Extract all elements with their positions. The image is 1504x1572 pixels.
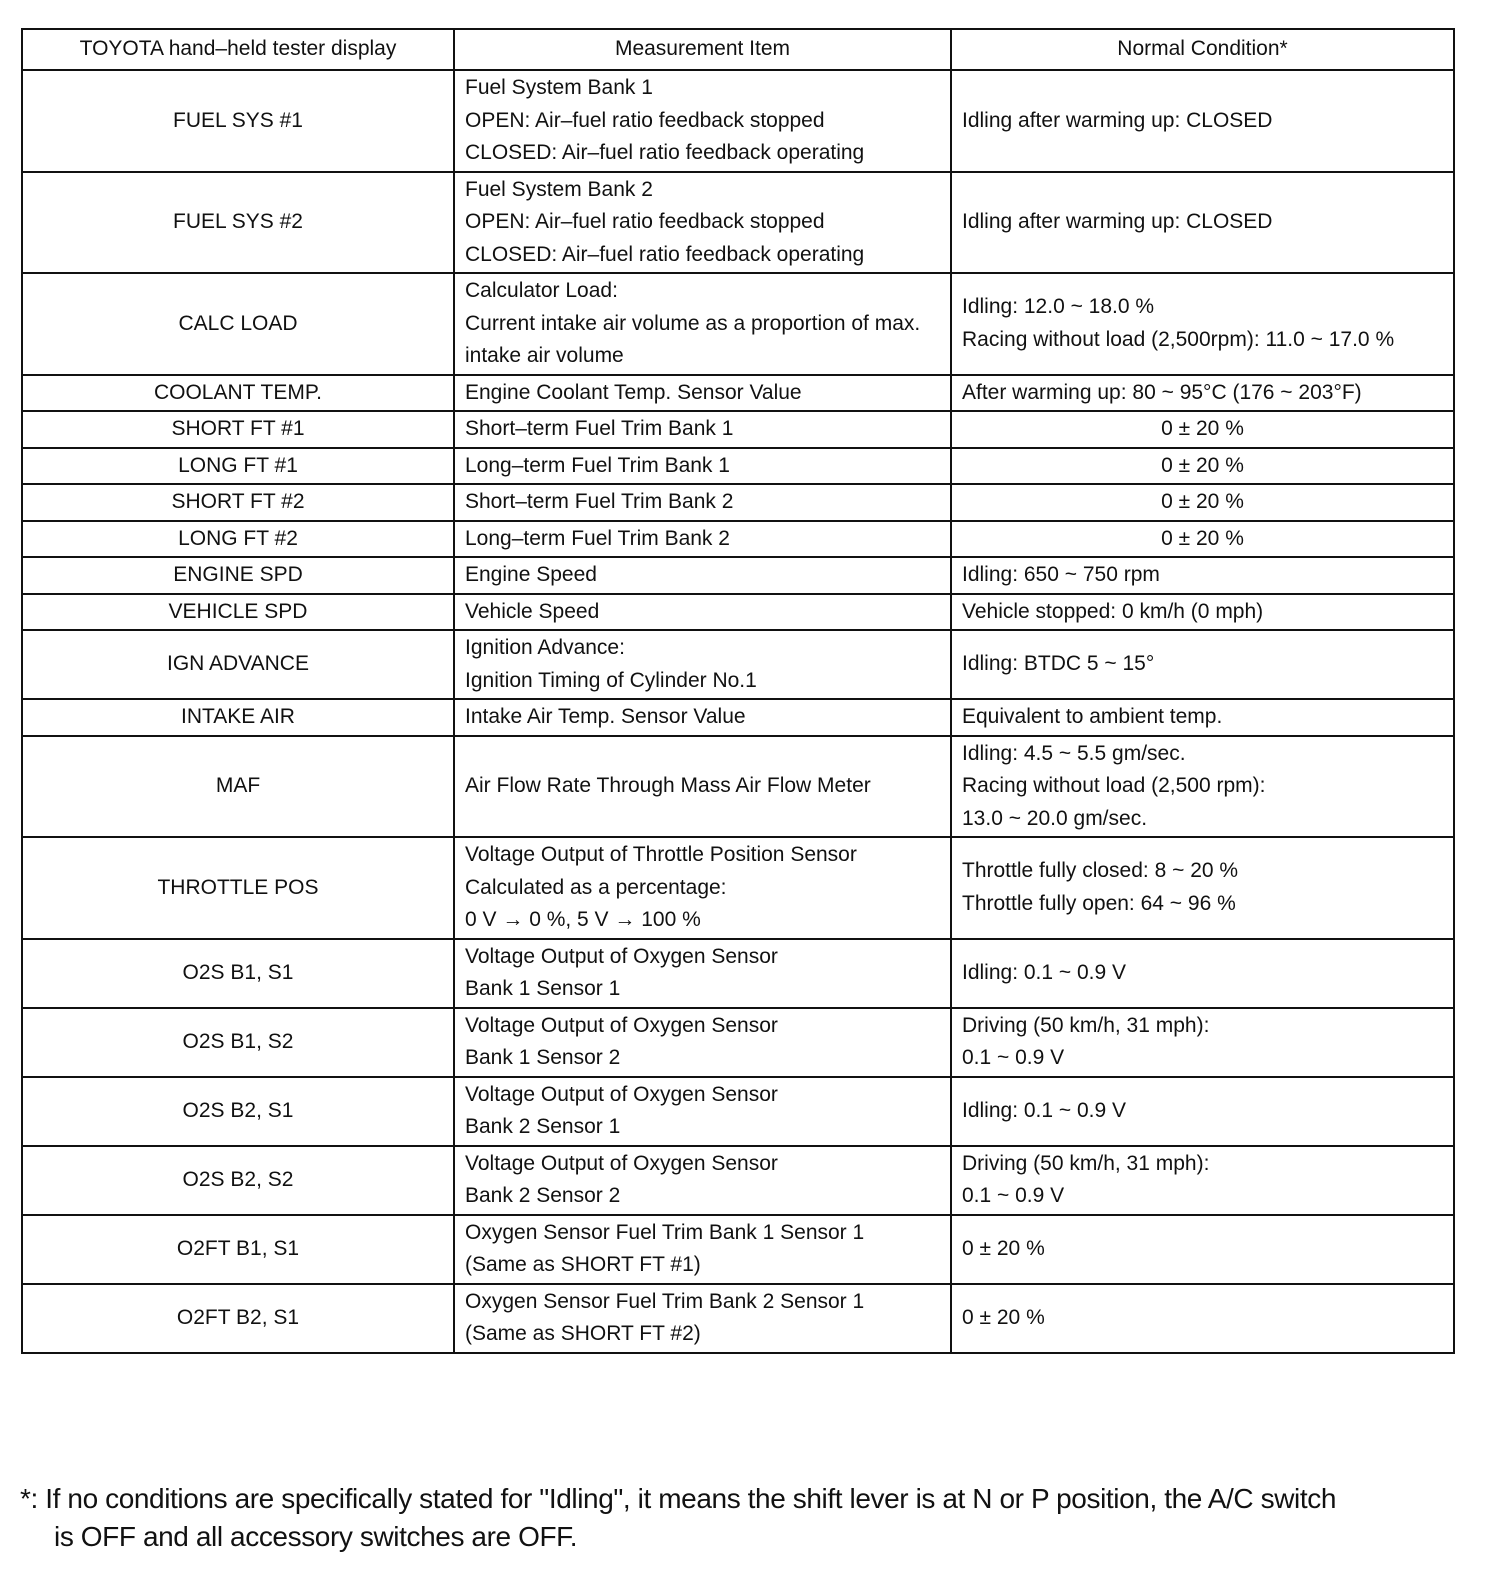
normal-condition-line: Idling after warming up: CLOSED xyxy=(962,210,1273,233)
normal-condition-cell xyxy=(951,1077,1454,1146)
table-row xyxy=(22,699,1454,736)
normal-condition-line: Idling after warming up: CLOSED xyxy=(962,108,1273,132)
measurement-item-line: Engine Coolant Temp. Sensor Value xyxy=(465,380,802,404)
measurement-item-line: Voltage Output of Oxygen Sensor xyxy=(465,1151,778,1175)
measurement-item-cell xyxy=(454,630,951,699)
table-row xyxy=(22,273,1454,375)
normal-condition-cell xyxy=(951,736,1454,838)
normal-condition-line: 0 ± 20 % xyxy=(962,1305,1045,1329)
measurement-item-cell xyxy=(454,521,951,558)
footnote-line-2: is OFF and all accessory switches are OFF. xyxy=(54,1521,578,1552)
measurement-item-line: intake air volume xyxy=(465,344,624,367)
normal-condition-cell xyxy=(951,1284,1454,1353)
measurement-item-line: Voltage Output of Oxygen Sensor xyxy=(465,944,778,968)
normal-condition-line: 0 ± 20 % xyxy=(1161,526,1244,550)
measurement-item-line: Voltage Output of Oxygen Sensor xyxy=(465,1013,778,1037)
measurement-item-cell xyxy=(454,1146,951,1215)
measurement-item-line: Long–term Fuel Trim Bank 2 xyxy=(465,526,730,550)
header-normal-condition: Normal Condition* xyxy=(951,29,1454,70)
tester-display-cell: SHORT FT #1 xyxy=(22,411,454,448)
table-row xyxy=(22,630,1454,699)
measurement-item-line: Oxygen Sensor Fuel Trim Bank 1 Sensor 1 xyxy=(465,1220,865,1244)
tester-display-cell: ENGINE SPD xyxy=(22,557,454,594)
measurement-item-line: Short–term Fuel Trim Bank 1 xyxy=(465,417,734,440)
measurement-item-line: CLOSED: Air–fuel ratio feedback operating xyxy=(465,141,865,164)
table-row xyxy=(22,1077,1454,1146)
normal-condition-line: Driving (50 km/h, 31 mph): xyxy=(962,1013,1210,1037)
normal-condition-line: Idling: 650 ~ 750 rpm xyxy=(962,563,1160,586)
table-row xyxy=(22,1284,1454,1353)
header-row xyxy=(22,29,1454,70)
table-row xyxy=(22,1146,1454,1215)
table-row xyxy=(22,1008,1454,1077)
measurement-item-cell xyxy=(454,375,951,412)
normal-condition-line: 0 ± 20 % xyxy=(1161,417,1244,440)
measurement-item-cell xyxy=(454,484,951,521)
measurement-item-cell xyxy=(454,939,951,1008)
normal-condition-line: Idling: 4.5 ~ 5.5 gm/sec. xyxy=(962,741,1186,765)
tester-display-cell: LONG FT #1 xyxy=(22,448,454,485)
measurement-item-line: Long–term Fuel Trim Bank 1 xyxy=(465,453,730,477)
tester-display-cell: O2FT B1, S1 xyxy=(22,1215,454,1284)
normal-condition-line: Equivalent to ambient temp. xyxy=(962,705,1223,728)
normal-condition-cell xyxy=(951,1146,1454,1215)
measurement-item-line: OPEN: Air–fuel ratio feedback stopped xyxy=(465,210,825,233)
tester-display-cell: IGN ADVANCE xyxy=(22,630,454,699)
normal-condition-cell xyxy=(951,939,1454,1008)
measurement-item-cell xyxy=(454,736,951,838)
normal-condition-line: 13.0 ~ 20.0 gm/sec. xyxy=(962,806,1148,830)
normal-condition-line: 0 ± 20 % xyxy=(1161,453,1244,477)
tester-display-cell: THROTTLE POS xyxy=(22,837,454,939)
normal-condition-cell xyxy=(951,1008,1454,1077)
measurement-item-line: Engine Speed xyxy=(465,563,597,586)
normal-condition-cell xyxy=(951,273,1454,375)
tester-display-cell: INTAKE AIR xyxy=(22,699,454,736)
normal-condition-line: Vehicle stopped: 0 km/h (0 mph) xyxy=(962,599,1264,623)
normal-condition-line: After warming up: 80 ~ 95°C (176 ~ 203°F) xyxy=(962,380,1362,404)
tester-display-cell: VEHICLE SPD xyxy=(22,594,454,631)
normal-condition-cell xyxy=(951,70,1454,172)
table-row xyxy=(22,594,1454,631)
tester-display-cell: O2FT B2, S1 xyxy=(22,1284,454,1353)
measurement-item-line: Current intake air volume as a proportion of max. xyxy=(465,311,921,335)
measurement-item-line: Fuel System Bank 2 xyxy=(465,177,653,201)
normal-condition-line: 0.1 ~ 0.9 V xyxy=(962,1184,1065,1207)
tester-display-cell: O2S B1, S2 xyxy=(22,1008,454,1077)
normal-condition-line: Throttle fully closed: 8 ~ 20 % xyxy=(962,859,1239,883)
measurement-item-line: Bank 2 Sensor 2 xyxy=(465,1184,621,1207)
measurement-item-line: Air Flow Rate Through Mass Air Flow Meter xyxy=(465,774,871,797)
measurement-item-line: (Same as SHORT FT #2) xyxy=(465,1322,701,1345)
table-row xyxy=(22,172,1454,274)
normal-condition-line: Idling: 12.0 ~ 18.0 % xyxy=(962,295,1155,319)
normal-condition-cell xyxy=(951,172,1454,274)
normal-condition-cell xyxy=(951,630,1454,699)
measurement-item-cell xyxy=(454,1008,951,1077)
measurement-item-cell xyxy=(454,557,951,594)
measurement-item-line: Short–term Fuel Trim Bank 2 xyxy=(465,490,734,513)
normal-condition-line: 0.1 ~ 0.9 V xyxy=(962,1046,1065,1069)
measurement-item-line: Ignition Timing of Cylinder No.1 xyxy=(465,668,757,692)
tester-display-cell: O2S B2, S2 xyxy=(22,1146,454,1215)
measurement-item-line: Oxygen Sensor Fuel Trim Bank 2 Sensor 1 xyxy=(465,1289,865,1313)
measurement-item-cell xyxy=(454,70,951,172)
normal-condition-cell xyxy=(951,837,1454,939)
measurement-item-cell xyxy=(454,1215,951,1284)
tester-display-cell: LONG FT #2 xyxy=(22,521,454,558)
data-list-table xyxy=(21,28,1455,1354)
measurement-item-cell xyxy=(454,411,951,448)
normal-condition-line: Racing without load (2,500rpm): 11.0 ~ 17.0 % xyxy=(962,327,1395,351)
measurement-item-cell xyxy=(454,172,951,274)
measurement-item-line: OPEN: Air–fuel ratio feedback stopped xyxy=(465,108,825,132)
normal-condition-line: Driving (50 km/h, 31 mph): xyxy=(962,1151,1210,1175)
tester-display-cell: FUEL SYS #2 xyxy=(22,172,454,274)
normal-condition-line: Idling: BTDC 5 ~ 15° xyxy=(962,652,1155,676)
measurement-item-line: Vehicle Speed xyxy=(465,599,600,623)
normal-condition-line: 0 ± 20 % xyxy=(962,1236,1045,1260)
normal-condition-cell xyxy=(951,594,1454,631)
footnote-line-1: *: If no conditions are specifically stated for "Idling", it means the shift lever is at N or P position, the A/C switch xyxy=(20,1483,1337,1514)
tester-display-cell: MAF xyxy=(22,736,454,838)
normal-condition-cell xyxy=(951,375,1454,412)
header-measurement-item: Measurement Item xyxy=(454,29,951,70)
measurement-item-line: Intake Air Temp. Sensor Value xyxy=(465,705,746,728)
measurement-item-cell xyxy=(454,448,951,485)
table-row xyxy=(22,939,1454,1008)
normal-condition-cell xyxy=(951,521,1454,558)
tester-display-cell: SHORT FT #2 xyxy=(22,484,454,521)
normal-condition-cell xyxy=(951,411,1454,448)
normal-condition-line: Idling: 0.1 ~ 0.9 V xyxy=(962,1098,1127,1122)
tester-display-cell: O2S B1, S1 xyxy=(22,939,454,1008)
measurement-item-line: Ignition Advance: xyxy=(465,636,625,659)
table-body xyxy=(22,70,1454,1353)
table-row xyxy=(22,837,1454,939)
table-row xyxy=(22,521,1454,558)
normal-condition-line: 0 ± 20 % xyxy=(1161,490,1244,513)
measurement-item-cell xyxy=(454,1077,951,1146)
measurement-item-cell xyxy=(454,273,951,375)
normal-condition-cell xyxy=(951,448,1454,485)
measurement-item-line: CLOSED: Air–fuel ratio feedback operating xyxy=(465,242,865,266)
table-row xyxy=(22,70,1454,172)
measurement-item-cell xyxy=(454,837,951,939)
tester-display-cell: CALC LOAD xyxy=(22,273,454,375)
tester-display-cell: COOLANT TEMP. xyxy=(22,375,454,412)
measurement-item-line: (Same as SHORT FT #1) xyxy=(465,1253,701,1276)
measurement-item-line: Fuel System Bank 1 xyxy=(465,76,653,99)
measurement-item-line: Bank 2 Sensor 1 xyxy=(465,1115,621,1138)
table-row xyxy=(22,736,1454,838)
measurement-item-cell xyxy=(454,594,951,631)
measurement-item-line: Bank 1 Sensor 1 xyxy=(465,977,621,1000)
measurement-item-line: 0 V → 0 %, 5 V → 100 % xyxy=(465,908,701,931)
normal-condition-line: Throttle fully open: 64 ~ 96 % xyxy=(962,891,1236,915)
normal-condition-cell xyxy=(951,557,1454,594)
measurement-item-line: Calculated as a percentage: xyxy=(465,875,727,899)
normal-condition-line: Idling: 0.1 ~ 0.9 V xyxy=(962,960,1127,984)
measurement-item-line: Voltage Output of Throttle Position Sensor xyxy=(465,843,857,866)
tester-display-cell: FUEL SYS #1 xyxy=(22,70,454,172)
measurement-item-line: Bank 1 Sensor 2 xyxy=(465,1046,621,1069)
tester-display-cell: O2S B2, S1 xyxy=(22,1077,454,1146)
normal-condition-cell xyxy=(951,1215,1454,1284)
normal-condition-cell xyxy=(951,484,1454,521)
measurement-item-cell xyxy=(454,699,951,736)
normal-condition-line: Racing without load (2,500 rpm): xyxy=(962,774,1266,797)
table-row xyxy=(22,1215,1454,1284)
table-row xyxy=(22,411,1454,448)
measurement-item-line: Calculator Load: xyxy=(465,279,618,302)
table-row xyxy=(22,375,1454,412)
table-row xyxy=(22,557,1454,594)
table-row xyxy=(22,484,1454,521)
measurement-item-cell xyxy=(454,1284,951,1353)
measurement-item-line: Voltage Output of Oxygen Sensor xyxy=(465,1082,778,1106)
normal-condition-cell xyxy=(951,699,1454,736)
header-display: TOYOTA hand–held tester display xyxy=(22,29,454,70)
footnote xyxy=(20,1480,1460,1556)
table-row xyxy=(22,448,1454,485)
